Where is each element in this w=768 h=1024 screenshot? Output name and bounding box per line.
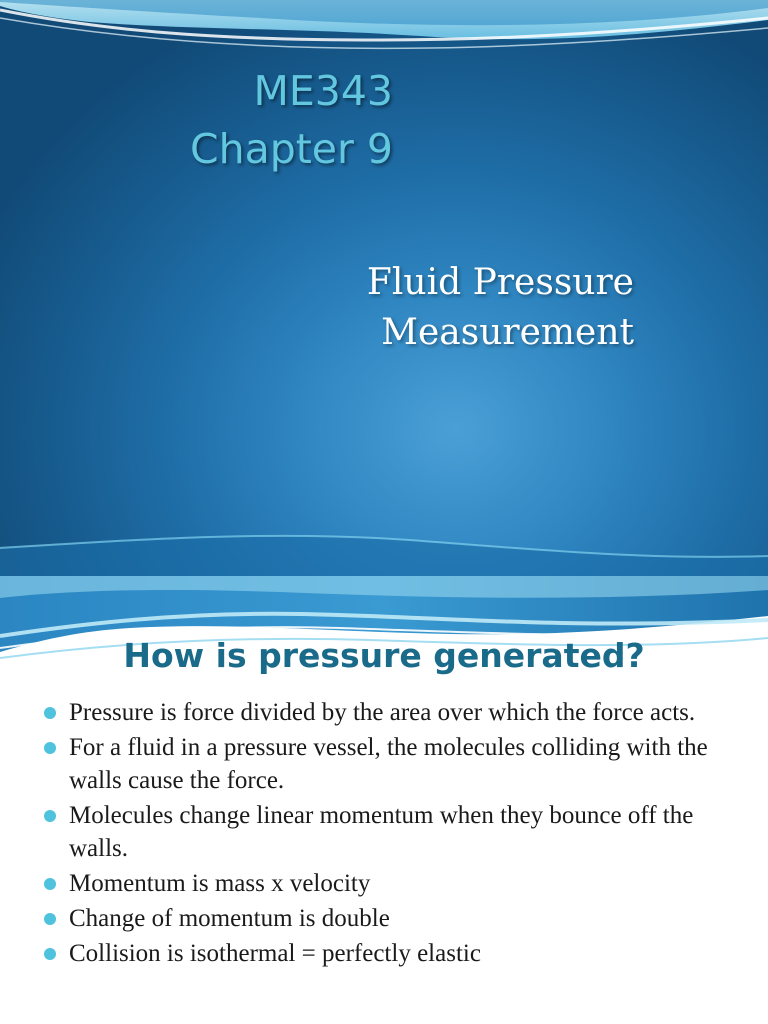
bullet-dot-icon (44, 810, 56, 822)
content-slide (0, 576, 768, 1024)
list-item (40, 731, 750, 797)
bullet-dot-icon (44, 878, 56, 890)
bullet-dot-icon (44, 913, 56, 925)
subtitle-line-1: Fluid Pressure (366, 262, 634, 303)
bullet-text: Change of momentum is double (69, 905, 390, 932)
bullet-dot-icon (44, 948, 56, 960)
bullet-text: Collision is isothermal = perfectly elastic (69, 940, 481, 967)
bullet-list (40, 696, 750, 972)
bullet-text: Pressure is force divided by the area over which the force acts. (69, 699, 696, 726)
list-item (40, 799, 750, 865)
list-item (40, 937, 750, 970)
list-item (40, 902, 750, 935)
list-item (40, 867, 750, 900)
bullet-text: For a fluid in a pressure vessel, the molecules colliding with the walls cause the force. (69, 734, 708, 794)
bullet-text: Momentum is mass x velocity (69, 870, 371, 897)
bullet-dot-icon (44, 707, 56, 719)
bullet-text: Molecules change linear momentum when they bounce off the walls. (69, 802, 694, 862)
title-line-course: ME343 (253, 67, 393, 115)
bullet-dot-icon (44, 742, 56, 754)
presentation-title (93, 62, 393, 178)
list-item (40, 696, 750, 729)
slide-heading: How is pressure generated? (123, 636, 645, 675)
subtitle-line-2: Measurement (381, 312, 634, 353)
title-line-chapter: Chapter 9 (189, 125, 393, 173)
presentation-subtitle (367, 258, 634, 358)
